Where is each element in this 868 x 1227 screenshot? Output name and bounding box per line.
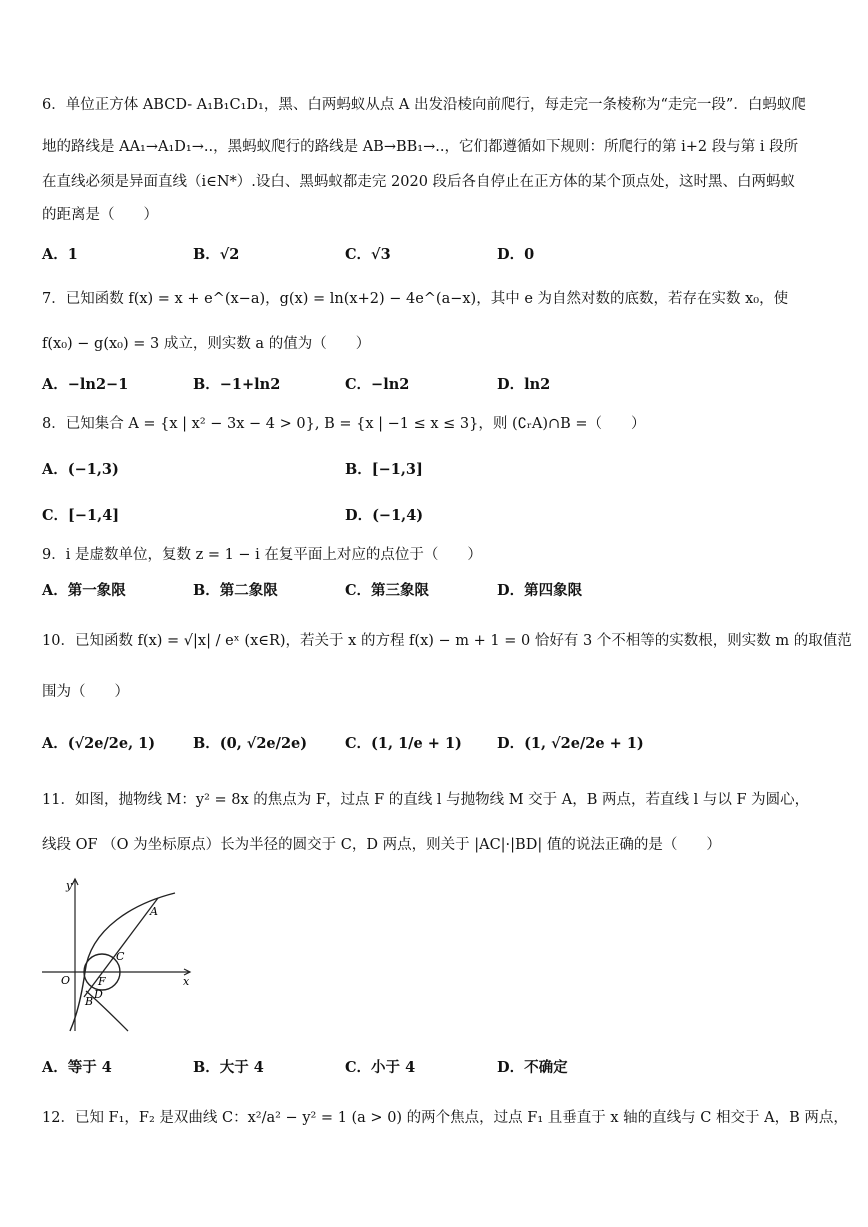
q7-option-a: A．−ln2−1 xyxy=(42,376,129,393)
q11-option-d: D．不确定 xyxy=(497,1059,568,1076)
q11-line-2: 线段 OF （O 为坐标原点）长为半径的圆交于 C，D 两点，则关于 |AC|·|BD| 值的说法正确的是（ ） xyxy=(42,837,721,853)
q12-line-1: 12．已知 F₁，F₂ 是双曲线 C：x²/a² − y² = 1 (a > 0) 的两个焦点，过点 F₁ 且垂直于 x 轴的直线与 C 相交于 A，B 两点， xyxy=(42,1110,848,1126)
label-c: C xyxy=(116,950,125,963)
q11-option-c: C．小于 4 xyxy=(345,1059,416,1076)
q9-option-c: C．第三象限 xyxy=(345,582,430,599)
q6-option-c: C．√3 xyxy=(345,246,391,263)
label-y: y xyxy=(66,879,73,892)
q9-option-a: A．第一象限 xyxy=(42,582,126,599)
q10-option-b: B．(0, √2e/2e) xyxy=(193,735,308,752)
q10-option-c: C．(1, 1/e + 1) xyxy=(345,735,462,752)
parabola-figure xyxy=(40,873,195,1033)
q8-option-a: A．(−1,3) xyxy=(42,461,119,478)
q6-line-1: 6．单位正方体 ABCD- A₁B₁C₁D₁，黑、白两蚂蚁从点 A 出发沿棱向前爬行，每走完一条棱称为“走完一段”．白蚂蚁爬 xyxy=(42,97,806,113)
q6-line-2: 地的路线是 AA₁→A₁D₁→..，黑蚂蚁爬行的路线是 AB→BB₁→..，它们都遵循如下规则：所爬行的第 i+2 段与第 i 段所 xyxy=(42,139,799,155)
q7-line-2: f(x₀) − g(x₀) = 3 成立，则实数 a 的值为（ ） xyxy=(42,336,371,352)
label-a: A xyxy=(150,905,158,918)
q6-option-d: D．0 xyxy=(497,246,535,263)
q8-option-b: B．[−1,3] xyxy=(345,461,423,478)
q6-option-a: A．1 xyxy=(42,246,78,263)
line-l xyxy=(84,898,158,997)
label-f: F xyxy=(98,975,106,988)
label-b: B xyxy=(85,995,94,1008)
q8-option-d: D．(−1,4) xyxy=(345,507,424,524)
q11-option-a: A．等于 4 xyxy=(42,1059,112,1076)
q10-option-d: D．(1, √2e/2e + 1) xyxy=(497,735,644,752)
q8-line-1: 8．已知集合 A = {x | x² − 3x − 4 > 0}, B = {x | −1 ≤ x ≤ 3}，则 (∁ᵣA)∩B =（ ） xyxy=(42,416,646,432)
q10-line-1: 10．已知函数 f(x) = √|x| / eˣ (x∈R)，若关于 x 的方程 f(x) − m + 1 = 0 恰好有 3 个不相等的实数根，则实数 m 的取值范 xyxy=(42,633,852,649)
q11-line-1: 11．如图，抛物线 M：y² = 8x 的焦点为 F，过点 F 的直线 l 与抛物线 M 交于 A，B 两点，若直线 l 与以 F 为圆心， xyxy=(42,792,810,808)
q10-line-2: 围为（ ） xyxy=(42,684,129,700)
label-x: x xyxy=(183,975,190,988)
q11-option-b: B．大于 4 xyxy=(193,1059,264,1076)
q7-option-b: B．−1+ln2 xyxy=(193,376,281,393)
q10-option-a: A．(√2e/2e, 1) xyxy=(42,735,156,752)
q9-option-b: B．第二象限 xyxy=(193,582,278,599)
q6-line-3: 在直线必须是异面直线（i∈N*）.设白、黑蚂蚁都走完 2020 段后各自停止在正方体的某个顶点处，这时黑、白两蚂蚁 xyxy=(42,174,796,190)
q6-option-b: B．√2 xyxy=(193,246,240,263)
q7-option-d: D．ln2 xyxy=(497,376,551,393)
q7-line-1: 7．已知函数 f(x) = x + e^(x−a)，g(x) = ln(x+2) − 4e^(a−x)，其中 e 为自然对数的底数，若存在实数 x₀，使 xyxy=(42,291,789,307)
q6-line-4: 的距离是（ ） xyxy=(42,207,158,223)
q9-line-1: 9．i 是虚数单位，复数 z = 1 − i 在复平面上对应的点位于（ ） xyxy=(42,547,482,563)
q9-option-d: D．第四象限 xyxy=(497,582,583,599)
label-d: D xyxy=(94,988,103,1001)
q8-option-c: C．[−1,4] xyxy=(42,507,120,524)
label-o: O xyxy=(61,974,71,987)
q7-option-c: C．−ln2 xyxy=(345,376,410,393)
